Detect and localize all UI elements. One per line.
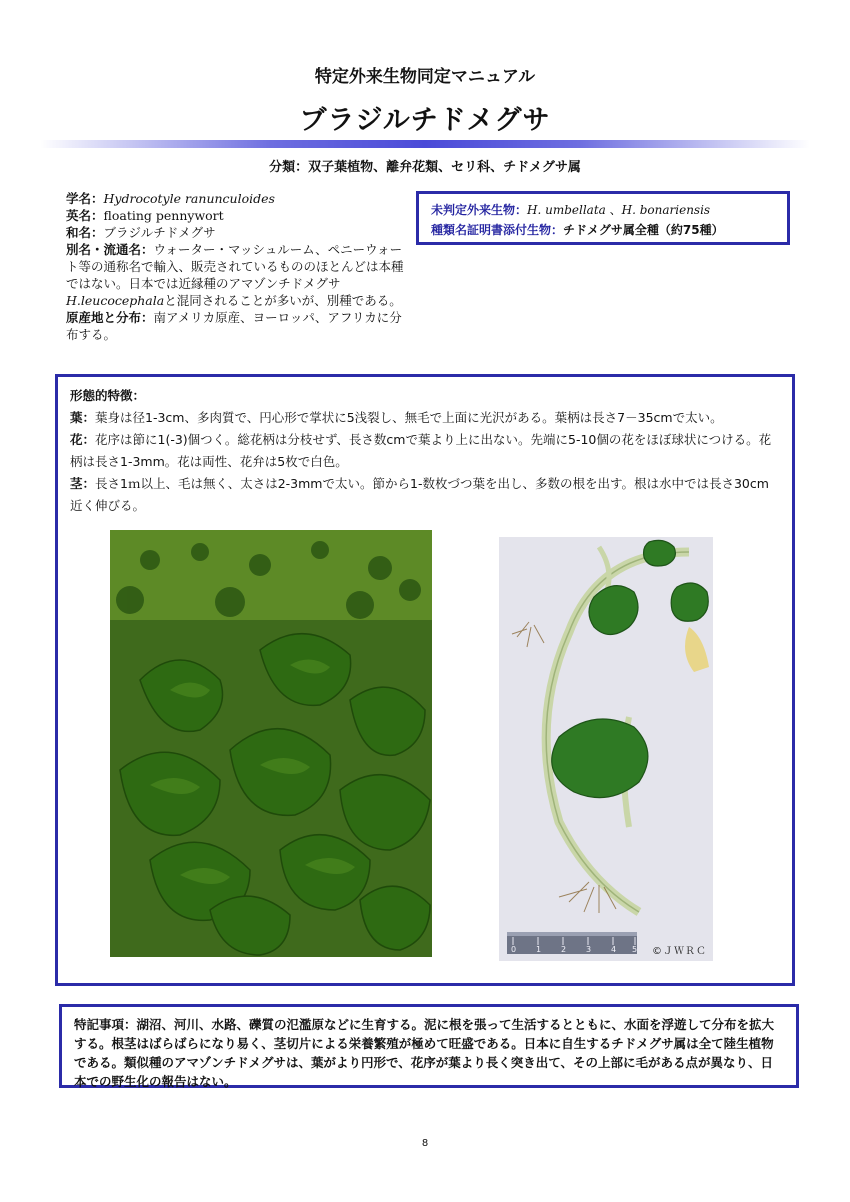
photo-credit: ©ＪＷＲＣ bbox=[652, 946, 707, 957]
alias-text-1: ウォーター・マッシュルーム、ペニーウォート等の通称名で輸入、販売されているもののほとんどは本種ではない。日本では近縁種のアマゾンチドメグサ bbox=[66, 242, 404, 291]
leaf-row bbox=[70, 407, 780, 429]
scientific-name-label: 学名： bbox=[66, 191, 104, 206]
manual-title: 特定外来生物同定マニュアル bbox=[314, 67, 536, 87]
scientific-name: Hydrocotyle ranunculoides bbox=[103, 191, 275, 206]
morphology-heading: 形態的特徴： bbox=[70, 388, 146, 403]
unjudged-row bbox=[431, 200, 787, 220]
classification: 分類：双子葉植物、離弁花類、セリ科、チドメグサ属 bbox=[269, 160, 581, 175]
notes-label: 特記事項： bbox=[74, 1017, 137, 1032]
ruler-number: 5 bbox=[632, 945, 638, 954]
specimen-photo bbox=[499, 537, 713, 961]
unjudged-label: 未判定外来生物： bbox=[431, 203, 528, 217]
distribution-label: 原産地と分布： bbox=[66, 310, 154, 325]
ruler-number: 0 bbox=[511, 945, 517, 954]
habitat-photo bbox=[110, 530, 432, 957]
names-section bbox=[66, 190, 406, 343]
alias-text-2: と混同されることが多いが、別種である。 bbox=[164, 293, 402, 308]
ruler-number: 4 bbox=[611, 945, 617, 954]
notes-box bbox=[59, 1004, 799, 1088]
japanese-name: ブラジルチドメグサ bbox=[103, 225, 216, 240]
specimen-photo-image bbox=[499, 537, 713, 961]
stem-row bbox=[70, 473, 780, 517]
stem-text: 長さ1ｍ以上、毛は無く、太さは2-3mmで太い。節から1-数枚づつ葉を出し、多数の根を出す。根は水中では長さ30cm近く伸びる。 bbox=[70, 476, 769, 513]
scientific-name-row bbox=[66, 190, 406, 207]
english-name-row bbox=[66, 207, 406, 224]
species-title: ブラジルチドメグサ bbox=[299, 105, 551, 136]
notes-text: 湖沼、河川、水路、礫質の氾濫原などに生育する。泥に根を張って生活するとともに、水面を浮遊して分布を拡大する。根茎はばらばらになり易く、茎切片による栄養繁殖が極めて旺盛である。日本に自生するチドメグサ属は全て陸生植物である。類似種のアマゾンチドメグサは、葉がより円形で、花序が葉より長く突き出て、その上部に毛がある点が異なり、日本での野生化の報告はない。 bbox=[74, 1017, 775, 1089]
flower-text: 花序は節に1(-3)個つく。総花柄は分枝せず、長さ数cmで葉より上に出ない。先端に5-10個の花をほぼ球状につける。花柄は長さ1-3mm。花は両性、花弁は5枚で白色。 bbox=[70, 432, 772, 469]
morphology-box bbox=[55, 374, 795, 986]
habitat-photo-image bbox=[110, 530, 432, 957]
flower-row bbox=[70, 429, 780, 473]
ruler-number: 3 bbox=[586, 945, 592, 954]
certificate-row bbox=[431, 220, 787, 240]
ruler-number: 2 bbox=[561, 945, 567, 954]
flower-label: 花： bbox=[70, 432, 96, 447]
unjudged-separator: 、 bbox=[605, 203, 622, 217]
unjudged-species-1: H. umbellata bbox=[527, 203, 606, 217]
unjudged-species-2: H. bonariensis bbox=[621, 203, 711, 217]
morphology-text bbox=[70, 385, 780, 517]
japanese-name-label: 和名： bbox=[66, 225, 104, 240]
english-name-label: 英名： bbox=[66, 208, 104, 223]
distribution-row bbox=[66, 309, 406, 343]
certificate-label: 種類名証明書添付生物： bbox=[431, 223, 564, 237]
alias-species: H.leucocephala bbox=[66, 293, 165, 308]
leaf-label: 葉： bbox=[70, 410, 96, 425]
alias-label: 別名・流通名： bbox=[66, 242, 154, 257]
leaf-text: 葉身は径1-3cm、多肉質で、円心形で掌状に5浅裂し、無毛で上面に光沢がある。葉柄は長さ7－35cmで太い。 bbox=[95, 410, 723, 425]
title-divider bbox=[40, 140, 810, 148]
english-name: floating pennywort bbox=[103, 208, 224, 223]
page-number: 8 bbox=[421, 1138, 429, 1149]
japanese-name-row bbox=[66, 224, 406, 241]
alias-row bbox=[66, 241, 406, 309]
ruler-number: 1 bbox=[536, 945, 542, 954]
regulation-box bbox=[416, 191, 790, 245]
stem-label: 茎： bbox=[70, 476, 96, 491]
distribution-text: 南アメリカ原産、ヨーロッパ、アフリカに分布する。 bbox=[66, 310, 402, 342]
certificate-value: チドメグサ属全種（約75種） bbox=[563, 223, 724, 237]
